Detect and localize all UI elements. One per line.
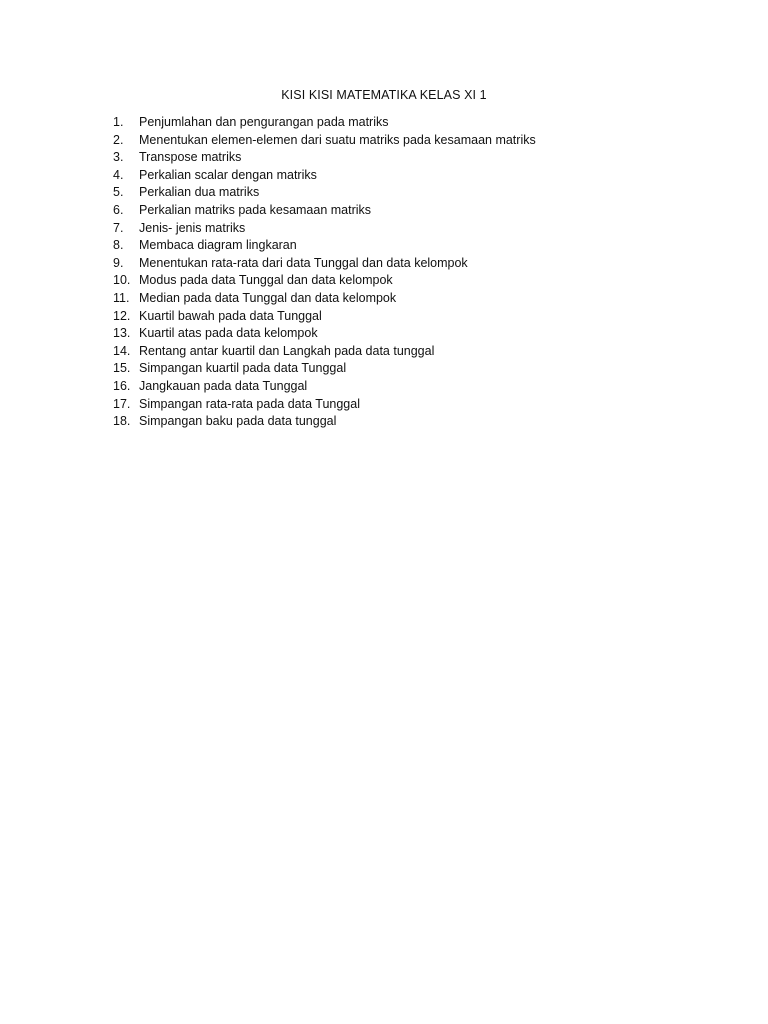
list-item-text: Jenis- jenis matriks xyxy=(139,220,246,235)
list-item-number: 11. xyxy=(113,290,130,305)
list-item-text: Rentang antar kuartil dan Langkah pada data tunggal xyxy=(139,343,435,358)
list-item-number: 17. xyxy=(113,396,131,411)
list-item-number: 10. xyxy=(113,273,131,288)
list-item xyxy=(113,149,673,167)
list-item xyxy=(113,325,673,343)
list-item-number: 1. xyxy=(113,115,124,129)
list-item-text: Kuartil atas pada data kelompok xyxy=(139,326,318,341)
list-item-text: Perkalian dua matriks xyxy=(139,185,260,200)
list-item xyxy=(113,114,673,132)
list-item xyxy=(113,255,673,273)
list-item xyxy=(113,220,673,238)
list-item-number: 13. xyxy=(113,326,131,341)
list-item-text: Penjumlahan dan pengurangan pada matriks xyxy=(139,115,389,129)
list-item-text: Perkalian scalar dengan matriks xyxy=(139,167,317,182)
list-item-number: 4. xyxy=(113,167,124,182)
list-item xyxy=(113,396,673,414)
list-item-number: 16. xyxy=(113,378,131,393)
list-item-text: Menentukan elemen-elemen dari suatu matriks pada kesamaan matriks xyxy=(139,132,536,147)
list-item-text: Simpangan kuartil pada data Tunggal xyxy=(139,361,347,376)
list-item-text: Simpangan rata-rata pada data Tunggal xyxy=(139,396,360,411)
list-item xyxy=(113,272,673,290)
list-item xyxy=(113,237,673,255)
list-item xyxy=(113,343,673,361)
list-item-number: 3. xyxy=(113,150,124,165)
list-item-text: Menentukan rata-rata dari data Tunggal dan data kelompok xyxy=(139,255,468,270)
list-item-number: 7. xyxy=(113,220,124,235)
list-item-text: Transpose matriks xyxy=(139,150,242,165)
list-item-text: Kuartil bawah pada data Tunggal xyxy=(139,308,322,323)
list-item-text: Median pada data Tunggal dan data kelompok xyxy=(139,290,397,305)
topic-list xyxy=(113,114,673,431)
list-item xyxy=(113,132,673,150)
list-item-text: Jangkauan pada data Tunggal xyxy=(139,378,308,393)
list-item-number: 12. xyxy=(113,308,131,323)
list-item-text: Simpangan baku pada data tunggal xyxy=(139,414,337,429)
list-item-text: Modus pada data Tunggal dan data kelompok xyxy=(139,273,393,288)
list-item xyxy=(113,167,673,185)
list-item xyxy=(113,360,673,378)
document-title: KISI KISI MATEMATIKA KELAS XI 1 xyxy=(281,88,487,102)
list-item xyxy=(113,308,673,326)
list-item-number: 15. xyxy=(113,361,131,376)
list-item xyxy=(113,184,673,202)
list-item-number: 18. xyxy=(113,414,131,429)
list-item-number: 5. xyxy=(113,185,124,200)
list-item xyxy=(113,290,673,308)
list-item-text: Perkalian matriks pada kesamaan matriks xyxy=(139,202,372,217)
list-item-number: 14. xyxy=(113,343,131,358)
list-item xyxy=(113,202,673,220)
list-item xyxy=(113,378,673,396)
list-item-number: 8. xyxy=(113,238,124,253)
list-item-number: 2. xyxy=(113,132,124,147)
list-item-number: 9. xyxy=(113,255,124,270)
list-item-number: 6. xyxy=(113,202,124,217)
list-item xyxy=(113,413,673,431)
list-item-text: Membaca diagram lingkaran xyxy=(139,238,297,253)
